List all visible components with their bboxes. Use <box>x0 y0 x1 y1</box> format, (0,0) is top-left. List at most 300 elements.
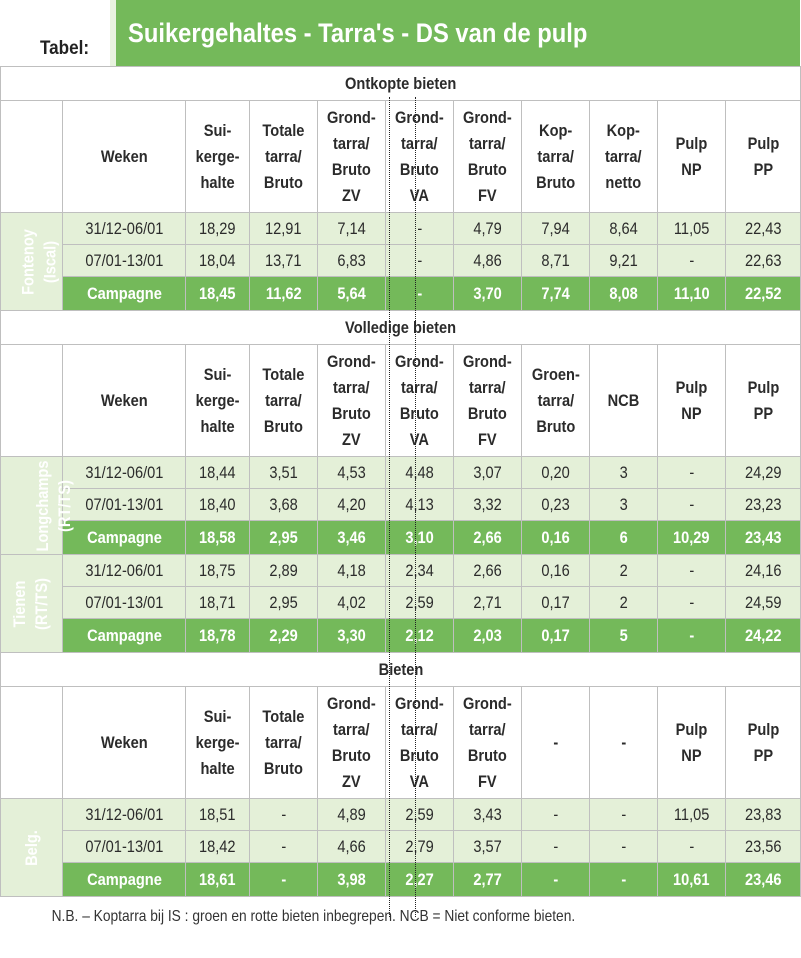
cell-text: 12,91 <box>265 218 302 238</box>
value-cell <box>726 213 801 245</box>
cell-text: Campagne <box>86 527 162 547</box>
value-cell <box>250 489 318 521</box>
cell-text: 6,83 <box>337 250 366 270</box>
cell-text: 3,98 <box>337 869 366 889</box>
value-cell <box>454 555 522 587</box>
cell-text: 0,23 <box>541 494 570 514</box>
column-header-text: Totale tarra/ Bruto <box>262 706 305 778</box>
cell-text: 11,10 <box>673 283 710 303</box>
value-cell <box>186 245 250 277</box>
column-header <box>250 687 318 799</box>
campagne-label <box>63 521 186 555</box>
footnote-row <box>1 897 801 937</box>
column-header <box>522 687 590 799</box>
value-cell <box>454 587 522 619</box>
value-cell <box>318 245 386 277</box>
value-cell <box>522 587 590 619</box>
dotted-guide-line <box>415 97 416 917</box>
campagne-value <box>590 863 658 897</box>
cell-text: 4,18 <box>337 560 366 580</box>
cell-text: 2,66 <box>473 560 502 580</box>
campagne-value <box>186 863 250 897</box>
cell-text: 24,16 <box>744 560 782 580</box>
campagne-value <box>726 277 801 311</box>
cell-text: 18,44 <box>199 462 236 482</box>
column-header-text: Pulp NP <box>675 377 708 423</box>
campagne-label <box>63 619 186 653</box>
campagne-value <box>590 521 658 555</box>
cell-text: 24,59 <box>744 592 782 612</box>
cell-text: 2,59 <box>405 804 434 824</box>
cell-text: 3,46 <box>337 527 366 547</box>
value-cell <box>318 555 386 587</box>
campagne-value <box>726 863 801 897</box>
column-header <box>658 687 726 799</box>
cell-text: Campagne <box>86 283 162 303</box>
cell-text: 23,46 <box>744 869 782 889</box>
cell-text: 5,64 <box>337 283 366 303</box>
cell-text: 7,74 <box>541 283 570 303</box>
campagne-value <box>522 863 590 897</box>
cell-text: - <box>281 804 286 824</box>
value-cell <box>186 799 250 831</box>
cell-text: 3,43 <box>473 804 502 824</box>
cell-text: 8,64 <box>609 218 638 238</box>
section-title-text: Volledige bieten <box>345 317 457 337</box>
cell-text: 23,56 <box>744 836 782 856</box>
cell-text: 18,58 <box>199 527 236 547</box>
section-title <box>1 311 801 345</box>
cell-text: 9,21 <box>609 250 638 270</box>
value-cell <box>726 489 801 521</box>
cell-text: 0,20 <box>541 462 570 482</box>
column-header <box>318 345 386 457</box>
campagne-value <box>454 521 522 555</box>
section-row <box>1 653 801 687</box>
cell-text: 13,71 <box>265 250 302 270</box>
value-cell <box>318 799 386 831</box>
cell-text: 8,71 <box>541 250 570 270</box>
cell-text: - <box>689 250 694 270</box>
cell-text: 07/01-13/01 <box>84 836 164 856</box>
column-header-text: Pulp PP <box>747 377 779 423</box>
group-label <box>1 213 63 311</box>
group-label-text: Fontenoy (Iscal) <box>18 228 60 295</box>
value-cell <box>590 831 658 863</box>
campagne-label <box>63 277 186 311</box>
column-header <box>63 345 186 457</box>
value-cell <box>454 831 522 863</box>
value-cell <box>522 245 590 277</box>
column-header <box>590 345 658 457</box>
campagne-value <box>386 277 454 311</box>
column-header-text: Grond- tarra/ Bruto ZV <box>327 693 376 791</box>
value-cell <box>386 831 454 863</box>
title-bar <box>0 0 800 66</box>
dotted-guide-line <box>389 97 390 917</box>
value-cell <box>250 587 318 619</box>
campagne-value <box>658 863 726 897</box>
value-cell <box>250 799 318 831</box>
column-header <box>726 101 801 213</box>
value-cell <box>522 213 590 245</box>
campagne-value <box>726 521 801 555</box>
column-header-text: Grond- tarra/ Bruto ZV <box>327 107 376 205</box>
column-header <box>186 345 250 457</box>
section-title-text: Bieten <box>378 659 423 679</box>
header-row <box>1 687 801 799</box>
cell-text: 2 <box>619 592 628 612</box>
column-header <box>186 687 250 799</box>
cell-text: 2,95 <box>269 527 298 547</box>
column-header-text: Kop- tarra/ netto <box>605 120 642 192</box>
campagne-value <box>186 619 250 653</box>
cell-text: 3,10 <box>405 527 434 547</box>
cell-text: 07/01-13/01 <box>84 250 164 270</box>
campagne-value <box>318 521 386 555</box>
cell-text: 3 <box>619 462 628 482</box>
column-header <box>726 345 801 457</box>
cell-text: - <box>417 218 422 238</box>
header-row <box>1 345 801 457</box>
column-header <box>250 101 318 213</box>
value-cell <box>454 213 522 245</box>
campagne-value <box>454 619 522 653</box>
column-header <box>186 101 250 213</box>
cell-text: 2,71 <box>473 592 502 612</box>
cell-text: 07/01-13/01 <box>84 494 164 514</box>
cell-text: 4,86 <box>473 250 502 270</box>
column-header-text: Grond- tarra/ Bruto VA <box>395 693 444 791</box>
cell-text: - <box>417 250 422 270</box>
campagne-row <box>1 521 801 555</box>
campagne-value <box>250 521 318 555</box>
cell-text: 3,32 <box>473 494 502 514</box>
campagne-label <box>63 863 186 897</box>
cell-text: 23,43 <box>744 527 782 547</box>
cell-text: 24,29 <box>744 462 782 482</box>
cell-text: 3,51 <box>269 462 298 482</box>
column-header-text: Weken <box>100 732 148 752</box>
cell-text: 23,23 <box>744 494 782 514</box>
week-cell <box>63 489 186 521</box>
cell-text: 2,66 <box>473 527 502 547</box>
value-cell <box>318 457 386 489</box>
group-label <box>1 555 63 653</box>
cell-text: - <box>689 592 694 612</box>
header-corner <box>1 345 63 457</box>
campagne-value <box>318 863 386 897</box>
header-row <box>1 101 801 213</box>
column-header-text: - <box>553 732 558 752</box>
value-cell <box>590 245 658 277</box>
cell-text: 22,52 <box>744 283 782 303</box>
value-cell <box>318 213 386 245</box>
campagne-row <box>1 619 801 653</box>
value-cell <box>522 555 590 587</box>
column-header-text: Weken <box>100 390 148 410</box>
column-header-text: Sui- kerge- halte <box>195 706 240 778</box>
cell-text: 4,53 <box>337 462 366 482</box>
header-corner <box>1 687 63 799</box>
value-cell <box>386 213 454 245</box>
cell-text: - <box>281 836 286 856</box>
value-cell <box>386 245 454 277</box>
cell-text: 2,77 <box>473 869 502 889</box>
column-header <box>386 101 454 213</box>
cell-text: 0,16 <box>541 527 570 547</box>
column-header-text: Grond- tarra/ Bruto VA <box>395 351 444 449</box>
value-cell <box>386 555 454 587</box>
section-row <box>1 311 801 345</box>
table-row <box>1 831 801 863</box>
table-row <box>1 213 801 245</box>
table-row <box>1 489 801 521</box>
value-cell <box>454 457 522 489</box>
table-row <box>1 555 801 587</box>
campagne-row <box>1 863 801 897</box>
column-header <box>454 345 522 457</box>
value-cell <box>726 457 801 489</box>
value-cell <box>658 555 726 587</box>
column-header <box>658 101 726 213</box>
footnote-text: N.B. – Koptarra bij IS : groen en rotte bieten inbegrepen. NCB = Niet conforme bieten. <box>51 907 575 925</box>
cell-text: 18,40 <box>199 494 236 514</box>
cell-text: 18,75 <box>199 560 236 580</box>
campagne-value <box>318 277 386 311</box>
header-corner <box>1 101 63 213</box>
campagne-value <box>658 521 726 555</box>
value-cell <box>726 831 801 863</box>
cell-text: - <box>621 869 626 889</box>
column-header-text: Pulp PP <box>747 133 779 179</box>
group-label <box>1 799 63 897</box>
value-cell <box>186 587 250 619</box>
group-label-text: Belg. <box>21 829 41 866</box>
cell-text: 18,51 <box>199 804 236 824</box>
cell-text: - <box>417 283 422 303</box>
cell-text: 11,05 <box>673 218 710 238</box>
value-cell <box>658 457 726 489</box>
cell-text: 22,63 <box>744 250 782 270</box>
value-cell <box>186 457 250 489</box>
page-title: Suikergehaltes - Tarra's - DS van de pulp <box>128 18 588 48</box>
group-label-text: Tienen (RT/TS) <box>10 577 52 630</box>
value-cell <box>590 799 658 831</box>
cell-text: 3,70 <box>473 283 502 303</box>
cell-text: - <box>621 836 626 856</box>
cell-text: - <box>553 836 558 856</box>
cell-text: 4,48 <box>405 462 434 482</box>
column-header <box>590 687 658 799</box>
value-cell <box>590 587 658 619</box>
column-header <box>726 687 801 799</box>
cell-text: 3,30 <box>337 625 366 645</box>
value-cell <box>186 831 250 863</box>
value-cell <box>726 799 801 831</box>
section-row <box>1 67 801 101</box>
cell-text: 3,68 <box>269 494 298 514</box>
cell-text: 31/12-06/01 <box>84 804 164 824</box>
cell-text: 31/12-06/01 <box>84 218 164 238</box>
cell-text: 2,34 <box>405 560 434 580</box>
value-cell <box>590 555 658 587</box>
value-cell <box>386 489 454 521</box>
value-cell <box>454 799 522 831</box>
table-row <box>1 457 801 489</box>
column-header-text: Totale tarra/ Bruto <box>262 364 305 436</box>
campagne-value <box>726 619 801 653</box>
value-cell <box>522 799 590 831</box>
cell-text: 18,78 <box>199 625 236 645</box>
value-cell <box>250 555 318 587</box>
cell-text: 2,12 <box>405 625 434 645</box>
cell-text: 11,05 <box>673 804 710 824</box>
table-row <box>1 245 801 277</box>
value-cell <box>726 587 801 619</box>
value-cell <box>522 831 590 863</box>
week-cell <box>63 245 186 277</box>
group-label-text: Longchamps (RT/TS) <box>32 460 74 551</box>
cell-text: 4,13 <box>405 494 434 514</box>
value-cell <box>250 245 318 277</box>
section-title <box>1 653 801 687</box>
footnote <box>1 897 801 937</box>
cell-text: 3,57 <box>473 836 502 856</box>
value-cell <box>658 213 726 245</box>
column-header-text: NCB <box>607 390 640 410</box>
cell-text: 22,43 <box>744 218 782 238</box>
cell-text: 2,95 <box>269 592 298 612</box>
value-cell <box>658 587 726 619</box>
table-row <box>1 799 801 831</box>
campagne-value <box>250 619 318 653</box>
column-header <box>590 101 658 213</box>
column-header <box>454 687 522 799</box>
cell-text: 4,20 <box>337 494 366 514</box>
value-cell <box>386 799 454 831</box>
column-header <box>318 687 386 799</box>
column-header-text: Sui- kerge- halte <box>195 364 240 436</box>
value-cell <box>590 457 658 489</box>
cell-text: - <box>553 869 558 889</box>
cell-text: 07/01-13/01 <box>84 592 164 612</box>
value-cell <box>318 489 386 521</box>
cell-text: - <box>689 494 694 514</box>
cell-text: - <box>281 869 286 889</box>
value-cell <box>250 831 318 863</box>
column-header-text: - <box>621 732 626 752</box>
group-label <box>1 457 74 555</box>
section-title <box>1 67 801 101</box>
value-cell <box>726 555 801 587</box>
column-header-text: Kop- tarra/ Bruto <box>536 120 575 192</box>
value-cell <box>454 489 522 521</box>
cell-text: - <box>553 804 558 824</box>
value-cell <box>386 457 454 489</box>
column-header-text: Grond- tarra/ Bruto FV <box>463 351 512 449</box>
value-cell <box>318 831 386 863</box>
campagne-value <box>658 619 726 653</box>
cell-text: - <box>689 625 694 645</box>
cell-text: 18,45 <box>199 283 236 303</box>
campagne-row <box>1 277 801 311</box>
cell-text: 2,89 <box>269 560 298 580</box>
campagne-value <box>454 277 522 311</box>
value-cell <box>186 489 250 521</box>
campagne-value <box>522 521 590 555</box>
cell-text: 0,17 <box>541 592 570 612</box>
cell-text: 0,16 <box>541 560 570 580</box>
column-header-text: Pulp PP <box>747 719 779 765</box>
week-cell <box>63 555 186 587</box>
column-header <box>386 687 454 799</box>
sugar-table <box>0 66 801 937</box>
value-cell <box>658 799 726 831</box>
column-header-text: Groen- tarra/ Bruto <box>531 364 580 436</box>
column-header <box>522 101 590 213</box>
cell-text: Campagne <box>86 625 162 645</box>
tab-label <box>0 0 116 66</box>
cell-text: 18,04 <box>199 250 236 270</box>
value-cell <box>186 555 250 587</box>
campagne-value <box>250 863 318 897</box>
table-row <box>1 587 801 619</box>
cell-text: 2,27 <box>405 869 434 889</box>
campagne-value <box>658 277 726 311</box>
value-cell <box>658 245 726 277</box>
column-header <box>250 345 318 457</box>
week-cell <box>63 831 186 863</box>
cell-text: 31/12-06/01 <box>84 462 164 482</box>
column-header-text: Grond- tarra/ Bruto FV <box>463 693 512 791</box>
cell-text: 4,79 <box>473 218 502 238</box>
cell-text: Campagne <box>86 869 162 889</box>
value-cell <box>658 831 726 863</box>
value-cell <box>522 457 590 489</box>
cell-text: 4,89 <box>337 804 366 824</box>
campagne-value <box>386 521 454 555</box>
cell-text: 8,08 <box>609 283 638 303</box>
cell-text: 10,29 <box>673 527 710 547</box>
cell-text: 2,29 <box>269 625 298 645</box>
value-cell <box>590 213 658 245</box>
column-header <box>454 101 522 213</box>
value-cell <box>318 587 386 619</box>
value-cell <box>454 245 522 277</box>
cell-text: 5 <box>619 625 628 645</box>
cell-text: 2,59 <box>405 592 434 612</box>
column-header-text: Sui- kerge- halte <box>195 120 240 192</box>
value-cell <box>590 489 658 521</box>
cell-text: 2,79 <box>405 836 434 856</box>
cell-text: 2,03 <box>473 625 502 645</box>
column-header-text: Pulp NP <box>675 719 708 765</box>
campagne-value <box>250 277 318 311</box>
value-cell <box>250 213 318 245</box>
column-header-text: Weken <box>100 146 148 166</box>
week-cell <box>63 213 186 245</box>
column-header <box>63 687 186 799</box>
cell-text: - <box>621 804 626 824</box>
campagne-value <box>386 863 454 897</box>
column-header <box>318 101 386 213</box>
column-header <box>658 345 726 457</box>
cell-text: 2 <box>619 560 628 580</box>
cell-text: 23,83 <box>744 804 782 824</box>
value-cell <box>522 489 590 521</box>
value-cell <box>250 457 318 489</box>
